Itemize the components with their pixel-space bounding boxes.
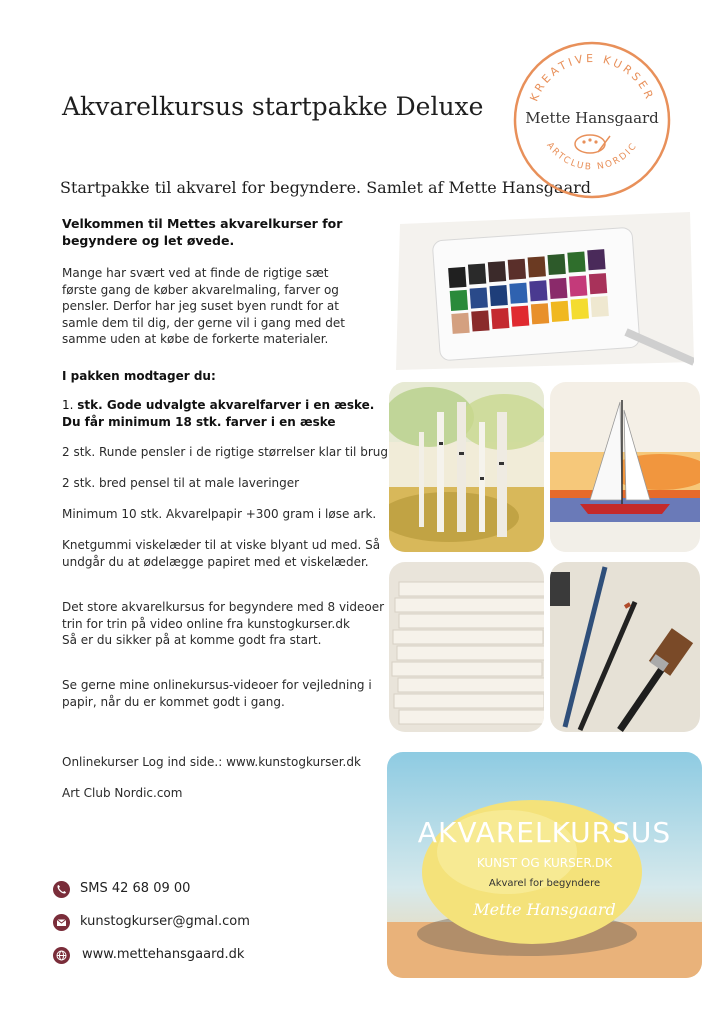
course-line: Det store akvarelkursus for begyndere med 8 videoer bbox=[62, 600, 385, 614]
intro-line: Mange har svært ved at finde de rigtige sæt bbox=[62, 266, 329, 280]
promo-signature: Mette Hansgaard bbox=[473, 900, 616, 919]
birch-painting-photo bbox=[389, 382, 544, 552]
globe-icon bbox=[53, 947, 70, 964]
course-line: Så er du sikker på at komme godt fra start. bbox=[62, 633, 322, 647]
paper-stack-photo bbox=[389, 562, 544, 732]
logo-top-arc: KREATIVE KURSER bbox=[527, 51, 657, 104]
palette-icon bbox=[575, 135, 610, 153]
email-link[interactable]: kunstogkurser@gmal.com bbox=[80, 914, 250, 929]
promo-subtitle: KUNST OG KURSER.DK bbox=[476, 856, 613, 870]
sailboat-painting-photo bbox=[550, 382, 700, 552]
login-link[interactable]: Onlinekurser Log ind side.: www.kunstogkurser.dk bbox=[62, 755, 361, 769]
eraser-text bbox=[62, 537, 382, 570]
page-title: Akvarelkursus startpakke Deluxe bbox=[62, 92, 484, 121]
artclub-link[interactable]: Art Club Nordic.com bbox=[62, 786, 183, 800]
item-line-2: Du får minimum 18 stk. farver i en æske bbox=[62, 414, 336, 429]
intro-line: første gang de køber akvarelmaling, farver og bbox=[62, 282, 339, 297]
intro-paragraph bbox=[62, 265, 382, 348]
item-number: 1. bbox=[62, 398, 78, 412]
package-item-1 bbox=[62, 397, 382, 430]
welcome-text bbox=[62, 216, 382, 249]
course-line: trin for trin på video online fra kunstogkurser.dk bbox=[62, 616, 350, 631]
intro-line: samme uden at købe de forkerte materialer. bbox=[62, 332, 329, 346]
svg-text:KREATIVE KURSER bbox=[527, 52, 656, 103]
package-heading: I pakken modtager du: bbox=[62, 369, 216, 383]
web-link[interactable]: www.mettehansgaard.dk bbox=[82, 947, 245, 962]
online-line: Se gerne mine onlinekursus-videoer for vejledning i bbox=[62, 678, 372, 692]
package-item-2: 2 stk. Runde pensler i de rigtige størrelser klar til brug bbox=[62, 445, 388, 459]
package-item-4: Minimum 10 stk. Akvarelpapir +300 gram i løse ark. bbox=[62, 507, 377, 521]
logo-name: Mette Hansgaard bbox=[525, 109, 659, 127]
paint-box-photo bbox=[396, 212, 694, 370]
intro-line: samle dem til dig, der gerne vil i gang med det bbox=[62, 315, 345, 330]
mail-icon bbox=[53, 914, 70, 931]
item-line-1: stk. Gode udvalgte akvarelfarver i en æske. bbox=[77, 398, 375, 412]
intro-line: pensler. Derfor har jeg suset byen rundt for at bbox=[62, 299, 339, 313]
online-line: papir, når du er kommet godt i gang. bbox=[62, 694, 285, 709]
phone-icon bbox=[53, 881, 70, 898]
promo-card bbox=[387, 752, 702, 978]
eraser-line: Knetgummi viskelæder til at viske blyant ud med. Så bbox=[62, 538, 381, 552]
promo-title: AKVARELKURSUS bbox=[417, 816, 672, 849]
welcome-line-2: begyndere og let øvede. bbox=[62, 232, 235, 248]
package-item-3: 2 stk. bred pensel til at male laveringer bbox=[62, 476, 300, 490]
page-subtitle: Startpakke til akvarel for begyndere. Samlet af Mette Hansgaard bbox=[60, 178, 592, 197]
promo-tagline: Akvarel for begyndere bbox=[488, 878, 601, 889]
phone-text[interactable]: SMS 42 68 09 00 bbox=[80, 881, 191, 896]
welcome-line-1: Velkommen til Mettes akvarelkurser for bbox=[62, 216, 343, 231]
logo-bottom-arc: ARTCLUB NORDIC bbox=[544, 140, 640, 173]
brushes-photo bbox=[550, 562, 700, 732]
online-text bbox=[62, 677, 382, 710]
course-text bbox=[62, 599, 392, 649]
logo-seal bbox=[512, 40, 672, 200]
eraser-line: undgår du at ødelægge papiret med et viskelæder. bbox=[62, 554, 369, 569]
svg-text:ARTCLUB NORDIC bbox=[544, 141, 640, 173]
